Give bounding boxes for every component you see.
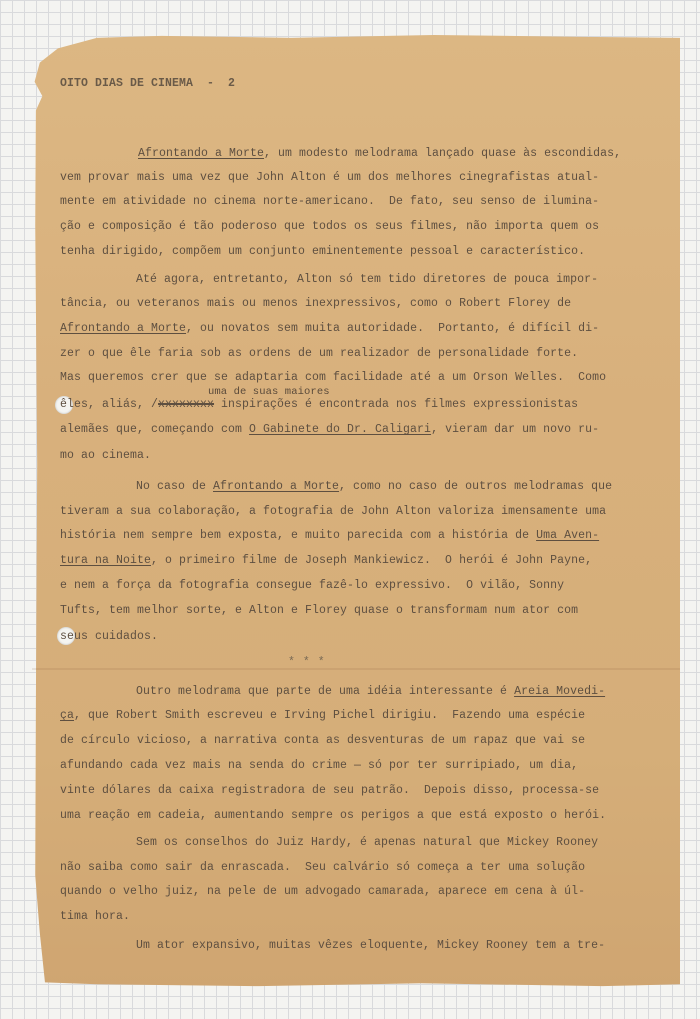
text-line: ção e composição é tão poderoso que todos os seus filmes, não importa quem os (60, 220, 600, 233)
film-title: Areia Movedi- (514, 685, 606, 698)
text-span: , que Robert Smith escreveu e Irving Pichel dirigiu. Fazendo uma espécie (74, 709, 586, 722)
film-title: ça (60, 709, 75, 722)
film-title: tura na Noite (60, 554, 152, 567)
handwritten-insertion: uma de suas maiores (208, 386, 330, 398)
text-span: , ou novatos sem muita autoridade. Portanto, é difícil di- (186, 322, 600, 335)
text-span: alemães que, começando com (60, 423, 250, 436)
text-line: seus cuidados. (60, 630, 159, 643)
text-line: mente em atividade no cinema norte-americano. De fato, seu senso de ilumina- (60, 195, 600, 208)
text-line: Mas queremos crer que se adaptaria com facilidade até a um Orson Welles. Como (60, 371, 607, 384)
text-span: , como no caso de outros melodramas que (339, 480, 613, 493)
text-line: vem provar mais uma vez que John Alton é um dos melhores cinegrafistas atual- (60, 171, 600, 184)
film-title: Afrontando a Morte (138, 147, 265, 160)
text-span: êles, aliás, / (60, 398, 159, 411)
text-span: , o primeiro filme de Joseph Mankiewicz. O herói é John Payne, (151, 554, 593, 567)
text-line (60, 424, 599, 436)
text-line (60, 399, 578, 411)
text-line: Um ator expansivo, muitas vêzes eloquente, Mickey Rooney tem a tre- (136, 939, 606, 952)
section-separator: *** (288, 656, 333, 669)
text-line: Tufts, tem melhor sorte, e Alton e Florey quase o transformam num ator com (60, 604, 579, 617)
text-line (136, 481, 612, 493)
text-line: afundando cada vez mais na senda do crime — só por ter surripiado, um dia, (60, 759, 579, 772)
text-span: , um modesto melodrama lançado quase às escondidas, (264, 147, 622, 160)
text-line (60, 555, 592, 567)
text-span: No caso de (136, 480, 214, 493)
text-line: vinte dólares da caixa registradora de seu patrão. Depois disso, processa-se (60, 784, 600, 797)
text-span: Outro melodrama que parte de uma idéia interessante é (136, 685, 515, 698)
text-line: tenha dirigido, compõem um conjunto eminentemente pessoal e característico. (60, 245, 586, 258)
text-span: história nem sempre bem exposta, e muito parecida com a história de (60, 529, 537, 542)
struck-out-text: xxxxxxxx (158, 398, 215, 411)
text-line: zer o que êle faria sob as ordens de um realizador de personalidade forte. (60, 347, 579, 360)
text-line: de círculo vicioso, a narrativa conta as desventuras de um rapaz que vai se (60, 734, 586, 747)
page-header: OITO DIAS DE CINEMA - 2 (60, 77, 236, 90)
film-title: Uma Aven- (536, 529, 600, 542)
film-title: Afrontando a Morte (60, 322, 187, 335)
text-line: mo ao cinema. (60, 449, 152, 462)
text-line: e nem a força da fotografia consegue fazê-lo expressivo. O vilão, Sonny (60, 579, 565, 592)
paper-fold-line (32, 668, 680, 670)
text-line: Até agora, entretanto, Alton só tem tido diretores de pouca impor- (136, 273, 599, 286)
text-line (60, 710, 585, 722)
text-line: tiveram a sua colaboração, a fotografia de John Alton valoriza imensamente uma (60, 505, 607, 518)
text-line (136, 686, 605, 698)
text-line: quando o velho juiz, na pele de um advogado camarada, aparece em cena à úl- (60, 885, 586, 898)
film-title: Afrontando a Morte (213, 480, 340, 493)
text-line: não saiba como sair da enrascada. Seu calvário só começa a ter uma solução (60, 861, 586, 874)
text-line (138, 148, 621, 160)
text-span: , vieram dar um novo ru- (431, 423, 600, 436)
film-title: O Gabinete do Dr. Caligari (249, 423, 432, 436)
text-line: Sem os conselhos do Juiz Hardy, é apenas natural que Mickey Rooney (136, 836, 599, 849)
text-line: uma reação em cadeia, aumentando sempre os perigos a que está exposto o herói. (60, 809, 607, 822)
text-line: tima hora. (60, 910, 131, 923)
text-line (60, 530, 599, 542)
text-line (60, 323, 599, 335)
text-span: inspirações é encontrada nos filmes expressionistas (214, 398, 579, 411)
text-line: tância, ou veteranos mais ou menos inexpressivos, como o Robert Florey de (60, 297, 572, 310)
